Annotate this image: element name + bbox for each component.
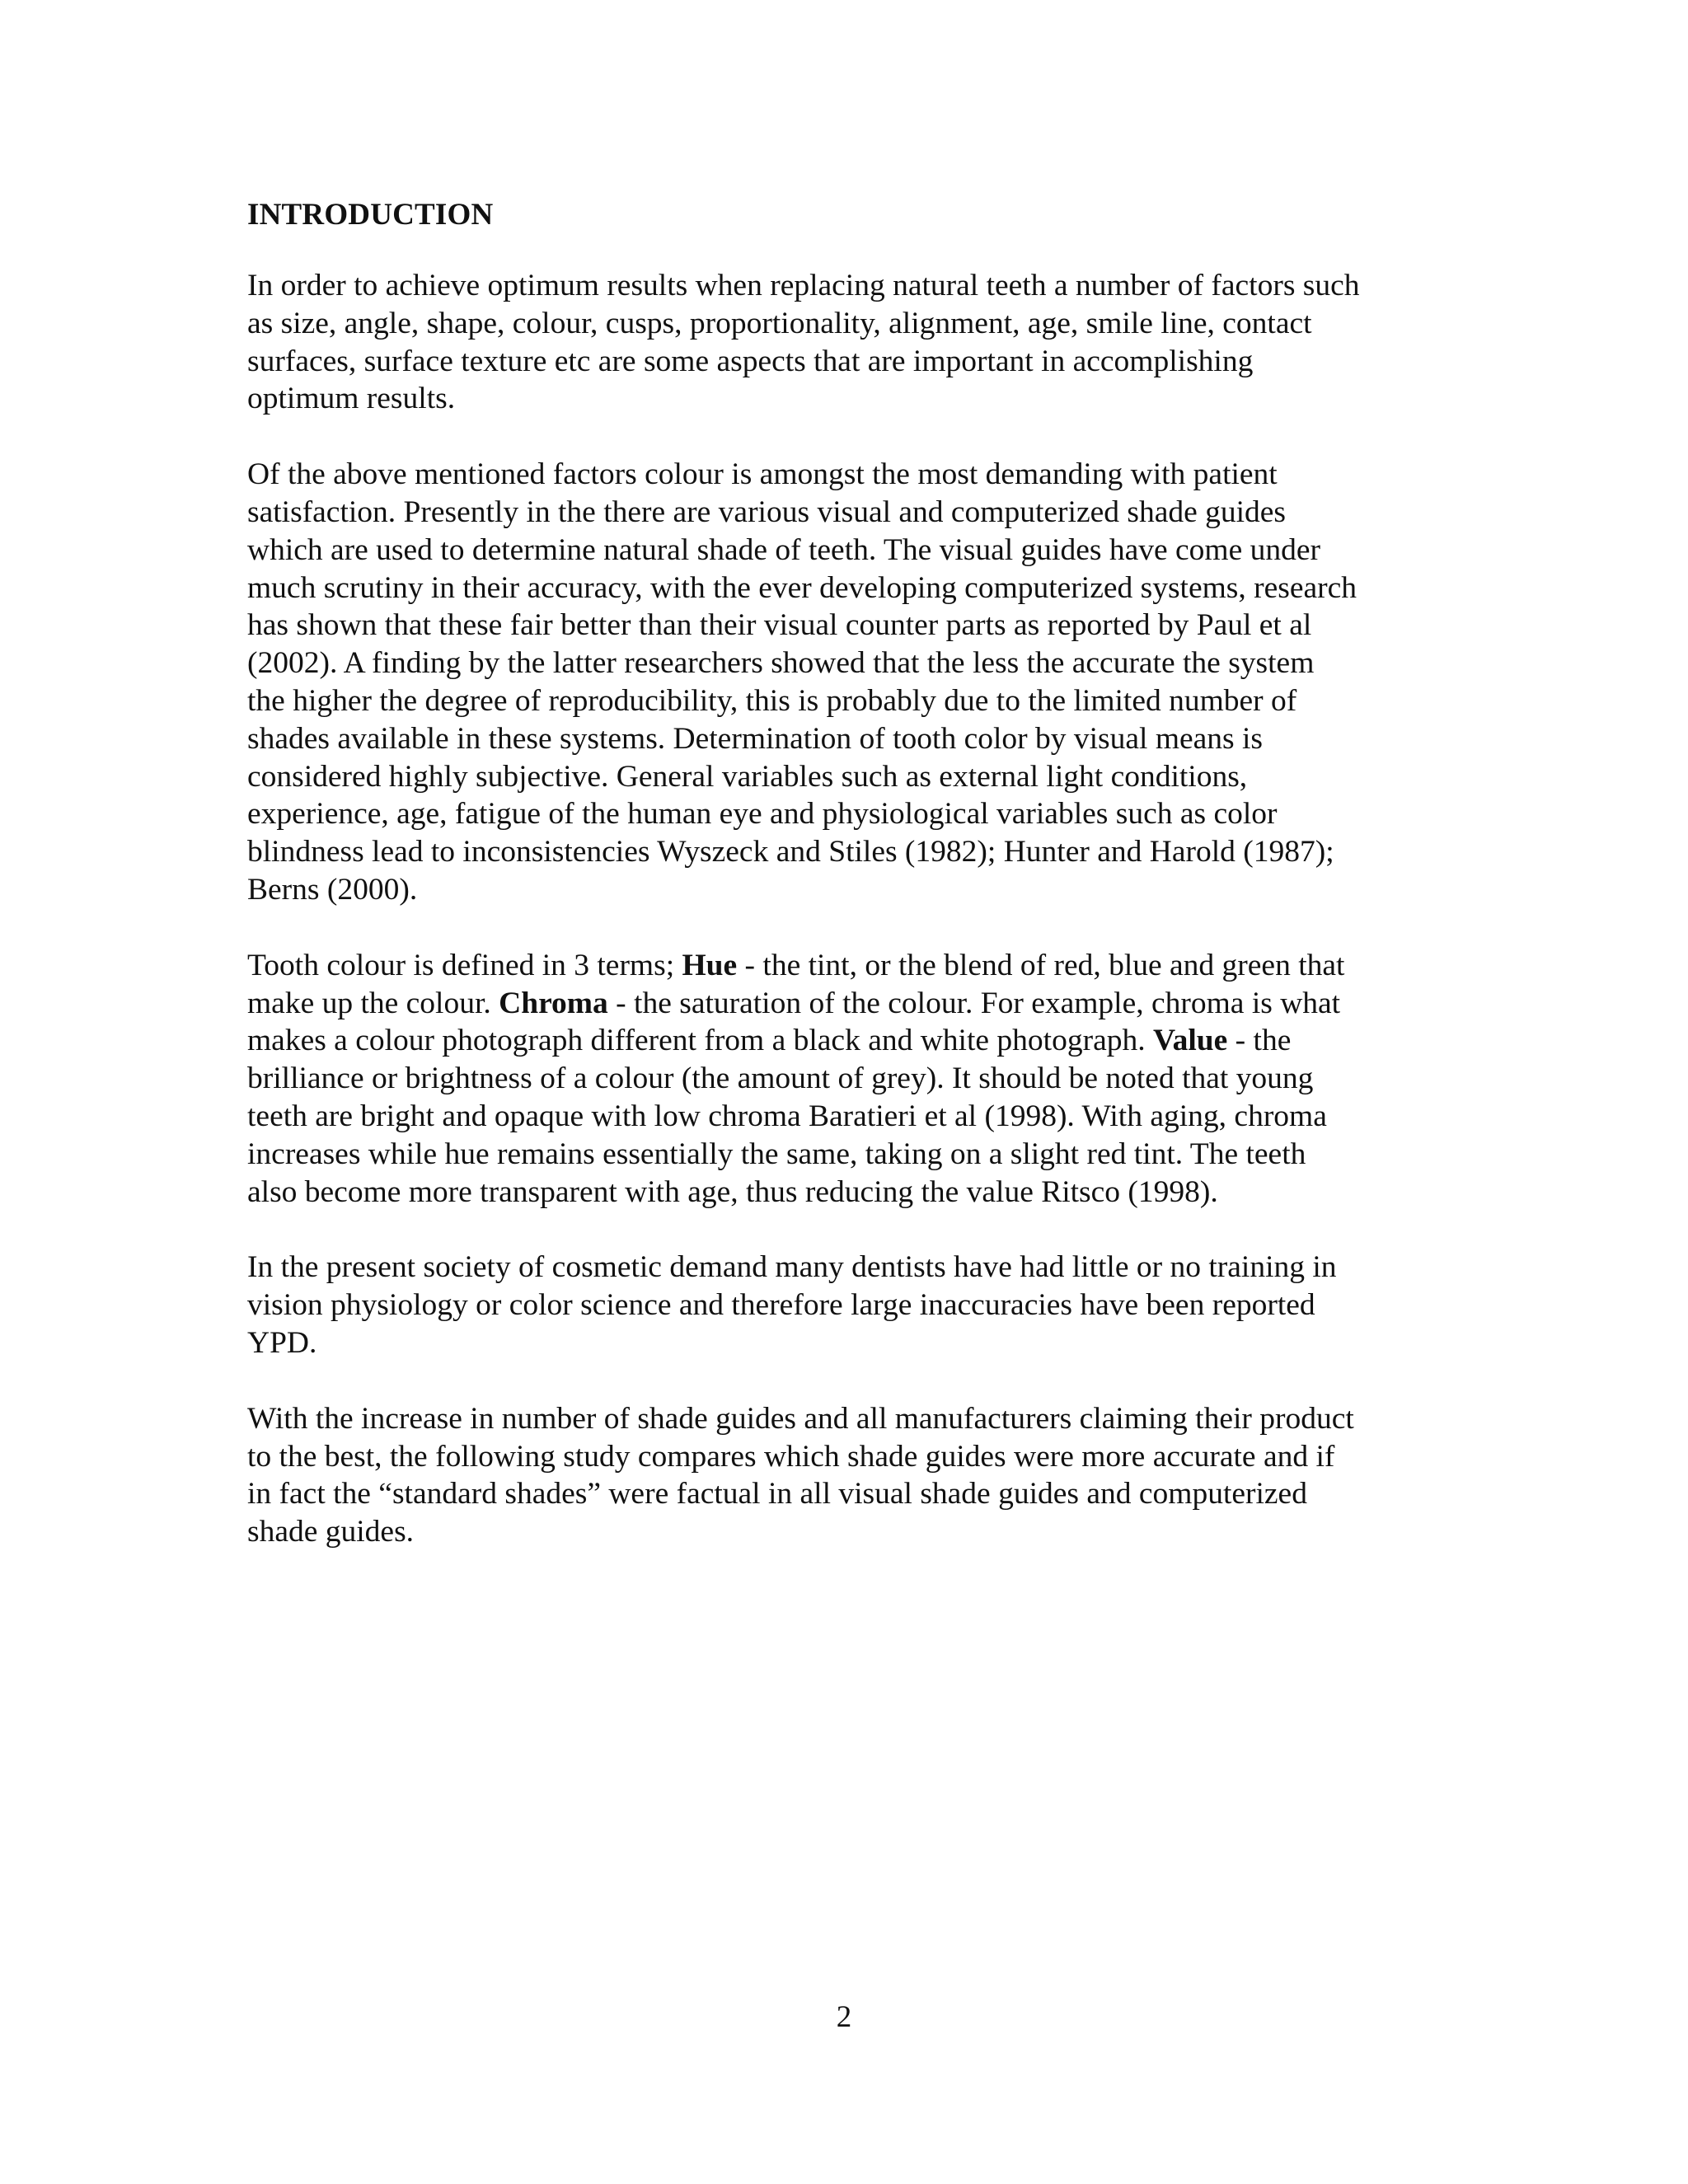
text-line: the higher the degree of reproducibility, this is probably due to the limited number of [247,683,1297,718]
text-line: With the increase in number of shade guides and all manufacturers claiming their product [247,1401,1354,1436]
text-line: make up the colour. Chroma - the saturation of the colour. For example, chroma is what [247,986,1341,1020]
paragraph [247,267,1451,418]
section-heading: INTRODUCTION [247,198,494,232]
text-line: increases while hue remains essentially the same, taking on a slight red tint. The teeth [247,1137,1306,1171]
bold-term: Hue [682,948,738,982]
text-line: In the present society of cosmetic demand many dentists have had little or no training in [247,1250,1337,1285]
text-line: vision physiology or color science and therefore large inaccuracies have been reported [247,1288,1315,1323]
paragraph [247,1400,1451,1551]
paragraph [247,1249,1451,1361]
page-number: 2 [836,2000,852,2034]
text-line: makes a colour photograph different from a black and white photograph. Value - the [247,1024,1292,1058]
text-line: Of the above mentioned factors colour is amongst the most demanding with patient [247,457,1278,492]
body-text [247,267,1451,1551]
text-line: has shown that these fair better than their visual counter parts as reported by Paul et al [247,608,1312,643]
text-line: also become more transparent with age, thus reducing the value Ritsco (1998). [247,1174,1218,1209]
text-line: In order to achieve optimum results when replacing natural teeth a number of factors such [247,269,1360,302]
text-line: in fact the “standard shades” were factual in all visual shade guides and computerized [247,1477,1307,1511]
text-line: experience, age, fatigue of the human eye and physiological variables such as color [247,797,1278,832]
text-line: Berns (2000). [247,872,418,907]
text-line: optimum results. [247,382,456,416]
paragraph [247,456,1451,909]
bold-term: Chroma [499,986,608,1020]
text-line: shades available in these systems. Determination of tooth color by visual means is [247,721,1264,756]
page-content [247,196,1451,1589]
text-line: Tooth colour is defined in 3 terms; Hue - the tint, or the blend of red, blue and green that [247,948,1345,982]
bold-term: Value [1152,1024,1228,1058]
paragraph [247,947,1451,1212]
text-line: YPD. [247,1325,317,1360]
text-line: satisfaction. Presently in the there are various visual and computerized shade guides [247,494,1287,529]
text-line: surfaces, surface texture etc are some aspects that are important in accomplishing [247,344,1254,378]
text-line: which are used to determine natural shade of teeth. The visual guides have come under [247,532,1320,567]
text-line: blindness lead to inconsistencies Wyszeck and Stiles (1982); Hunter and Harold (1987); [247,835,1334,869]
text-line: considered highly subjective. General variables such as external light conditions, [247,759,1248,794]
text-line: teeth are bright and opaque with low chroma Baratieri et al (1998). With aging, chroma [247,1099,1327,1133]
text-line: (2002). A finding by the latter researchers showed that the less the accurate the system [247,646,1315,681]
text-line: to the best, the following study compares which shade guides were more accurate and if [247,1439,1335,1474]
text-line: much scrutiny in their accuracy, with the ever developing computerized systems, research [247,570,1357,605]
text-line: shade guides. [247,1515,415,1549]
text-line: brilliance or brightness of a colour (the amount of grey). It should be noted that young [247,1062,1314,1096]
text-line: as size, angle, shape, colour, cusps, proportionality, alignment, age, smile line, contact [247,306,1312,340]
